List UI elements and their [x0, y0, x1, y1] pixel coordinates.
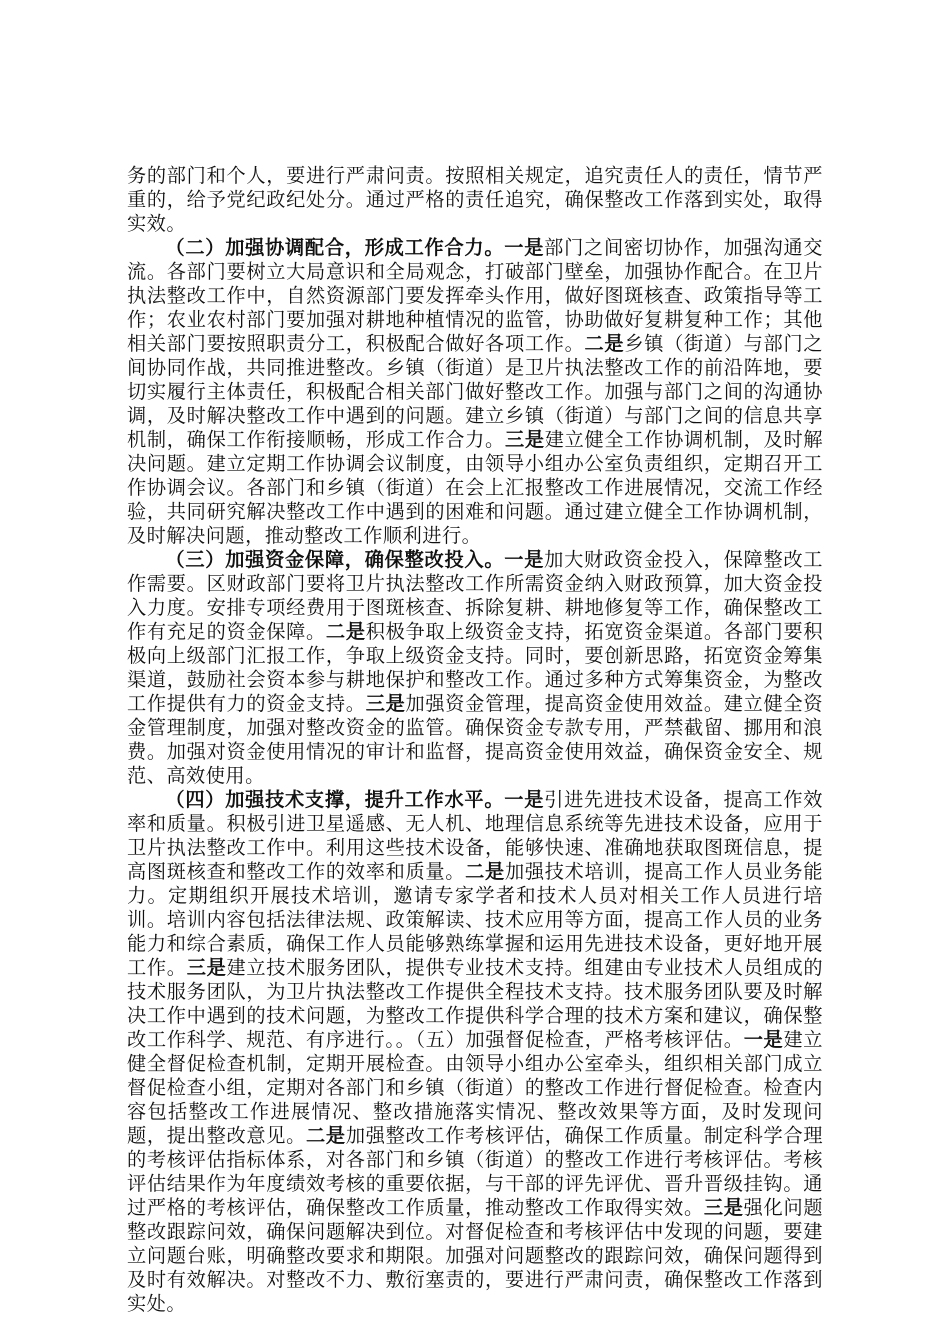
text-segment: 积极争取上级资金支持，拓宽资金渠道。各部门要积极向上级部门汇报工作，争取上级资金支持。同时，要创新思路，拓宽资金筹集渠道，鼓励社会资本参与耕地保护和整改工作。通过多种方式筹集资金，为整改工作提供有力的资金支持。: [127, 620, 824, 715]
text-segment: 加强技术培训，提高工作人员业务能力。定期组织开展技术培训，邀请专家学者和技术人员对相关工作人员进行培训。培训内容包括法律法规、政策解读、技术应用等方面，提高工作人员的业务能力和综合素质，确保工作人员能够熟练掌握和运用先进技术设备，更好地开展工作。: [127, 860, 824, 979]
paragraph-accountability-closing: [127, 164, 823, 236]
document-body: [127, 164, 823, 1316]
point-marker: 二是: [584, 332, 625, 355]
point-marker: 一是: [743, 1028, 784, 1051]
text-segment: 加强资金管理，提高资金使用效益。建立健全资金管理制度，加强对整改资金的监管。确保资金专款专用，严禁截留、挪用和浪费。加强对资金使用情况的审计和监督，提高资金使用效益，确保资金安全、规范、高效使用。: [127, 692, 824, 787]
text-segment: 建立技术服务团队，提供专业技术支持。组建由专业技术人员组成的技术服务团队，为卫片执法整改工作提供全程技术支持。技术服务团队要及时解决工作中遇到的技术问题，为整改工作提供科学合理的技术方案和建议，确保整改工作科学、规范、有序进行。。（五）加强督促检查，严格考核评估。: [127, 956, 824, 1051]
text-segment: 强化问题整改跟踪问效，确保问题解决到位。对督促检查和考核评估中发现的问题，要建立问题台账，明确整改要求和期限。加强对问题整改的跟踪问效，确保问题得到及时有效解决。对整改不力、敷衍塞责的，要进行严肃问责，确保整改工作落到实处。: [127, 1196, 824, 1315]
section-heading: （三）加强资金保障，确保整改投入。一是: [165, 548, 545, 571]
paragraph-coordination: [127, 236, 823, 548]
text-segment: 加大财政资金投入，保障整改工作需要。区财政部门要将卫片执法整改工作所需资金纳入财政预算，加大资金投入力度。安排专项经费用于图斑核查、拆除复耕、耕地修复等工作，确保整改工作有充足的资金保障。: [127, 548, 823, 643]
text-segment: 务的部门和个人，要进行严肃问责。按照相关规定，追究责任人的责任，情节严重的，给予党纪政纪处分。通过严格的责任追究，确保整改工作落到实处，取得实效。: [127, 164, 823, 235]
point-marker: 三是: [186, 956, 227, 979]
text-segment: 部门之间密切协作，加强沟通交流。各部门要树立大局意识和全局观念，打破部门壁垒，加强协作配合。在卫片执法整改工作中，自然资源部门要发挥牵头作用，做好图斑核查、政策指导等工作；农业农村部门要加强对耕地种植情况的监管，协助做好复耕复种工作；其他相关部门要按照职责分工，积极配合做好各项工作。: [127, 236, 823, 355]
section-heading: （二）加强协调配合，形成工作合力。一是: [165, 236, 545, 259]
text-segment: 建立健全督促检查机制，定期开展检查。由领导小组办公室牵头，组织相关部门成立督促检查小组，定期对各部门和乡镇（街道）的整改工作进行督促检查。检查内容包括整改工作进展情况、整改措施落实情况、整改效果等方面，及时发现问题，提出整改意见。: [127, 1028, 823, 1147]
paragraph-funding: [127, 548, 823, 788]
text-segment: 乡镇（街道）与部门之间协同作战，共同推进整改。乡镇（街道）是卫片执法整改工作的前沿阵地，要切实履行主体责任，积极配合相关部门做好整改工作。加强与部门之间的沟通协调，及时解决整改工作中遇到的问题。建立乡镇（街道）与部门之间的信息共享机制，确保工作衔接顺畅，形成工作合力。: [127, 332, 824, 451]
section-heading: （四）加强技术支撑，提升工作水平。一是: [165, 788, 545, 811]
point-marker: 二是: [465, 860, 505, 883]
point-marker: 三是: [703, 1196, 744, 1219]
text-segment: 引进先进技术设备，提高工作效率和质量。积极引进卫星遥感、无人机、地理信息系统等先进技术设备，应用于卫片执法整改工作中。利用这些技术设备，能够快速、准确地获取图斑信息，提高图斑核查和整改工作的效率和质量。: [127, 788, 823, 883]
point-marker: 二是: [325, 620, 366, 643]
point-marker: 二是: [306, 1124, 346, 1147]
text-segment: 建立健全工作协调机制，及时解决问题。建立定期工作协调会议制度，由领导小组办公室负责组织，定期召开工作协调会议。各部门和乡镇（街道）在会上汇报整改工作进展情况，交流工作经验，共同研究解决整改工作中遇到的困难和问题。通过建立健全工作协调机制，及时解决问题，推动整改工作顺利进行。: [127, 428, 824, 547]
text-segment: 加强整改工作考核评估，确保工作质量。制定科学合理的考核评估指标体系，对各部门和乡镇（街道）的整改工作进行考核评估。考核评估结果作为年度绩效考核的重要依据，与干部的评先评优、晋升晋级挂钩。通过严格的考核评估，确保整改工作质量，推动整改工作取得实效。: [127, 1124, 824, 1219]
paragraph-technical-support: [127, 788, 823, 1316]
point-marker: 三是: [504, 428, 545, 451]
point-marker: 三是: [365, 692, 406, 715]
